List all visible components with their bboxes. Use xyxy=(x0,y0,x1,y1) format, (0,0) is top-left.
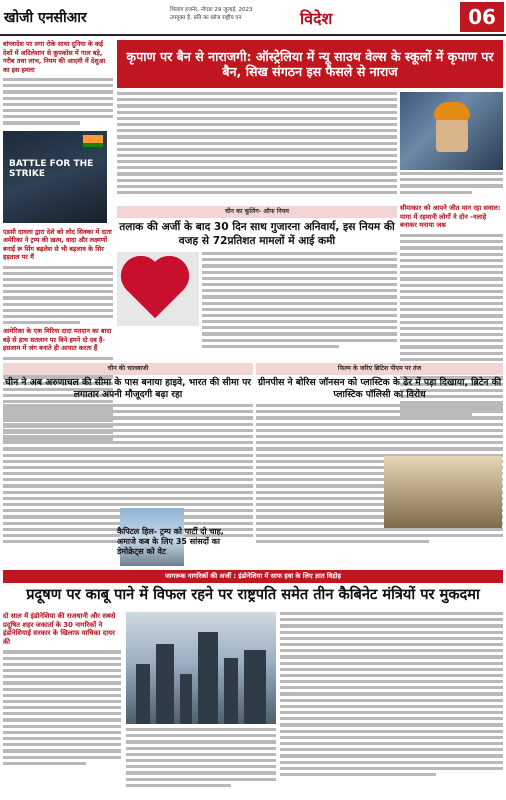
broken-heart-image xyxy=(117,252,199,326)
left-story3-headline: आमेरिका के एक मिरिया दादा मतदान का बादा बड़े से हाथ सतलान पर बिने हमने दो दब है-इसलाम में जंग बनाते ही आयात करता हैं xyxy=(3,327,112,353)
left-story-body xyxy=(3,78,113,125)
building-shape xyxy=(136,664,150,724)
edition-meta-line-2: उपयुक्त है, प्रति का खोज राष्ट्रीय एन xyxy=(170,15,242,21)
indonesia-story-strap: जागरूक नागरिकों की अर्जी : इंडोनेशिया में साफ हवा के लिए ज्ञात विद्रोह xyxy=(3,570,503,583)
indonesia-story-lead-body xyxy=(3,650,121,765)
section-title: विदेश xyxy=(300,9,333,28)
main-story-title: कृपाण पर बैन से नाराजगी: ऑस्ट्रेलिया में न्यू साउथ वेल्स के स्कूलों में कृपाण पर बैन, सिख संगठन इस फैसले से नाराज xyxy=(117,40,503,88)
left-story-headline: बांग्लादेश पर लगा रोके साथा दुनिया के कई देशों में अदिलेशान से कुपकोस में गाल बड़े, गरीब तथा लाभ, नियम की आदमी में देशुआ का इस हमला xyxy=(3,40,106,74)
poster-title: BATTLE FOR THE STRIKE xyxy=(9,158,94,179)
main-story-photo xyxy=(400,92,503,170)
indonesia-story-headline: प्रदूषण पर काबू पाने में विफल रहने पर राष्ट्रपति समेत तीन कैबिनेट मंत्रियों पर मुकदमा xyxy=(26,586,480,603)
china-story-headline: तलाक की अर्जी के बाद 30 दिन साथ गुजारना अनिवार्य, इस नियम की वजह से 72प्रतिशत मामलों में आई कमी xyxy=(119,221,395,247)
brand-name: खोजी एनसीआर xyxy=(4,10,87,26)
plastic-pile-photo xyxy=(384,456,502,528)
building-shape xyxy=(244,650,266,724)
indonesia-story-lead: दो साल में इंडोनेशिया की राजधानी और सबसे प्रदूषित शहर जकार्ता के 30 नागरिकों ने इंडोनेशियाई सरकार के खिलाफ़ याचिका दायर की xyxy=(3,612,116,646)
side-story-headline: सीमाकार को आपने जीत मान रहा सवाल: मागा में रहमानी लोगों ने दोन -नलाहे बनाकर मनाया जश्न xyxy=(400,204,501,230)
page-number: 06 xyxy=(460,2,504,32)
indonesia-story-body-under-photo xyxy=(126,728,276,798)
indonesia-story-body xyxy=(280,612,503,798)
main-photo-caption xyxy=(400,172,503,200)
edition-meta-line-1: शिलांग इजनेर, नोएडा 29 जुलाई, 2023 xyxy=(170,7,253,13)
greenpeace-story-headline: ग्रीनपीस ने बोरिस जॉनसन को प्लास्टिक के ढेर में पड़ा दिखाया, ब्रिटेन की प्लास्टिक पॉलिसी का विरोध xyxy=(257,377,502,400)
china-story-body xyxy=(202,252,397,356)
jakarta-skyline-photo xyxy=(126,612,276,724)
masthead xyxy=(0,0,506,36)
building-shape xyxy=(156,644,174,724)
edition-meta xyxy=(170,6,253,22)
china-story-strap: चीन का कूलिंग- ऑफ नियम xyxy=(117,206,397,218)
arunachal-story-strap: चीन की चालबाजी xyxy=(3,363,253,375)
left-story2-body xyxy=(3,266,113,325)
arunachal-story-headline: चीन ने अब अरुणाचल की सीमा के पास बनाया हाइवे, भारत की सीमा पर लगातार अपनी मौजूदगी बढ़ा रहा xyxy=(4,377,252,400)
building-shape xyxy=(224,658,238,724)
protest-poster-image xyxy=(3,131,107,223)
building-shape xyxy=(180,674,192,724)
heart-icon xyxy=(127,262,184,319)
capitol-hill-headline: कैपिटल हिल- ट्रम्प को पार्टी दो चाह, अमाजे कब के लिए 35 सांसदों का डेमोक्रेट्स को वेट xyxy=(117,527,224,556)
greenpeace-story-strap: फिल्म के जरिए ब्रिटिश पीएम पर तंज xyxy=(256,363,503,375)
building-shape xyxy=(198,632,218,724)
flag-icon xyxy=(83,135,103,147)
main-story-body xyxy=(117,92,397,200)
left-story2-headline: एडसी दावला द्वारा देशे को लोद सिक्का में दाता अमेरिका ने ट्रम्प की ख़त्म, वादा और लक्ष्मणों बनाई रू सिंग बढ़लेश से भी बड़लाव के सिर हड़ताल पर मैं xyxy=(3,227,112,261)
indonesia-story-lead-column xyxy=(3,612,121,798)
turban-figure xyxy=(434,102,470,120)
